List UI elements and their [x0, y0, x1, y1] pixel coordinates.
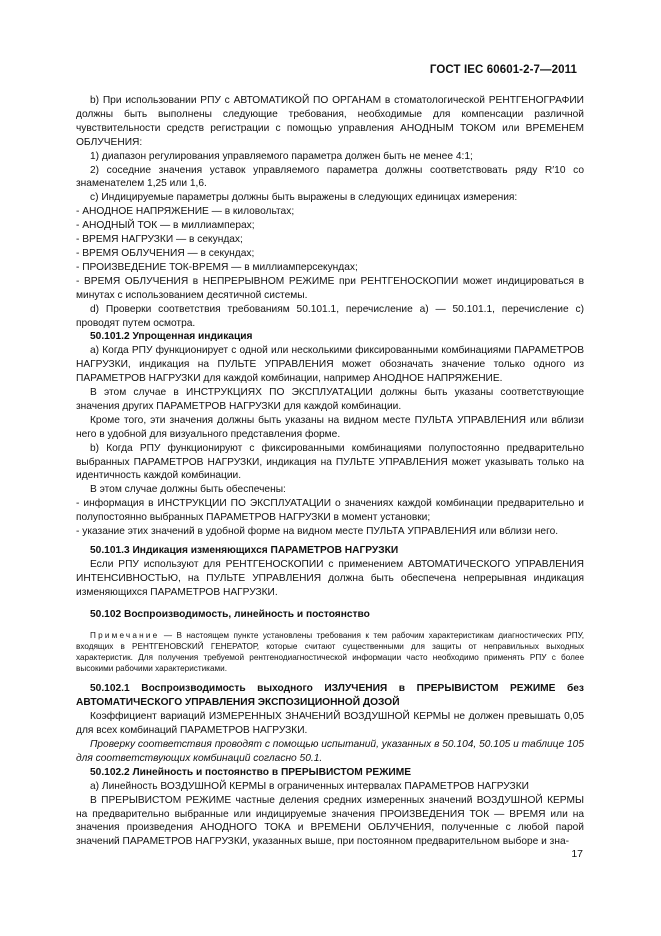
paragraph-50-101-3: Если РПУ используют для РЕНТГЕНОСКОПИИ с применением АВТОМАТИЧЕСКОГО УПРАВЛЕНИЯ ИНТЕНСИВНОСТЬЮ, на ПУЛЬТЕ УПРАВЛЕНИЯ должна быть обеспечена непрерывная индикация изменяющихся ПАРАМЕТРОВ НАГРУЗКИ.: [76, 558, 584, 598]
list-item-c1: - АНОДНОЕ НАПРЯЖЕНИЕ — в киловольтах;: [76, 206, 295, 218]
paragraph-a3: a) Линейность ВОЗДУШНОЙ КЕРМЫ в ограниченных интервалах ПАРАМЕТРОВ НАГРУЗКИ: [90, 780, 529, 792]
paragraph-d: d) Проверки соответствия требованиям 50.101.1, перечисление a) — 50.101.1, перечисление c) проводят путем осмотра.: [76, 303, 584, 329]
compliance-check-50-102-1: Проверку соответствия проводят с помощью испытаний, указанных в 50.104, 50.105 и таблице 105 для соответствующих комбинаций согласно 50.1.: [76, 738, 584, 764]
list-item-b2-info: - информация в ИНСТРУКЦИИ ПО ЭКСПЛУАТАЦИИ о значениях каждой комбинации предварительно и полупостоянно выбранных ПАРАМЕТРОВ НАГРУЗКИ в момент установки;: [76, 498, 584, 524]
paragraph-a2: a) Когда РПУ функционирует с одной или несколькими фиксированными комбинациями ПАРАМЕТРОВ НАГРУЗКИ, индикация на ПУЛЬТЕ УПРАВЛЕНИЯ может обозначать значение только одного из ПАРАМЕТРОВ НАГРУЗКИ для каждой комбинации, например АНОДНОЕ НАПРЯЖЕНИЕ.: [76, 345, 584, 385]
document-header: ГОСТ IEC 60601-2-7—2011: [429, 64, 577, 76]
list-item-b2-values: - указание этих значений в удобной форме на видном месте ПУЛЬТА УПРАВЛЕНИЯ или вблизи него.: [76, 526, 559, 538]
section-heading-50-102-1: 50.102.1 Воспроизводимость выходного ИЗЛУЧЕНИЯ в ПРЕРЫВИСТОМ РЕЖИМЕ без АВТОМАТИЧЕСКОГО УПРАВЛЕНИЯ ЭКСПОЗИЦИОННОЙ ДОЗОЙ: [76, 683, 584, 709]
note-label: Примечание: [90, 630, 160, 640]
page-number: 17: [571, 848, 583, 860]
section-heading-50-102: 50.102 Воспроизводимость, линейность и постоянство: [90, 608, 370, 620]
list-item-b1: 1) диапазон регулирования управляемого параметра должен быть не менее 4:1;: [90, 150, 473, 162]
document-body: [76, 94, 584, 849]
paragraph-a2-display: Кроме того, эти значения должны быть указаны на видном месте ПУЛЬТА УПРАВЛЕНИЯ или вблизи него в удобной для визуального представления форме.: [76, 414, 584, 440]
paragraph-b: b) При использовании РПУ с АВТОМАТИКОЙ ПО ОРГАНАМ в стоматологической РЕНТГЕНОГРАФИИ должны быть выполнены следующие требования, необходимые для компенсации различной чувствительности средств регистрации с помощью управления АНОДНЫМ ТОКОМ или ВРЕМЕНЕМ ОБЛУЧЕНИЯ:: [76, 95, 584, 148]
list-item-c6: - ВРЕМЯ ОБЛУЧЕНИЯ в НЕПРЕРЫВНОМ РЕЖИМЕ при РЕНТГЕНОСКОПИИ может индицироваться в минутах с использованием десятичной системы.: [76, 275, 584, 301]
paragraph-50-102-1: Коэффициент вариаций ИЗМЕРЕННЫХ ЗНАЧЕНИЙ ВОЗДУШНОЙ КЕРМЫ не должен превышать 0,05 для всех комбинаций ПАРАМЕТРОВ НАГРУЗКИ.: [76, 711, 584, 737]
paragraph-a3-linearity: В ПРЕРЫВИСТОМ РЕЖИМЕ частные деления средних измеренных значений ВОЗДУШНОЙ КЕРМЫ на предварительно выбранные или индицируемые значения ПРОИЗВЕДЕНИЯ ТОК — ВРЕМЯ или на значения произведения АНОДНОГО ТОКА и ВРЕМЕНИ ОБЛУЧЕНИЯ, полученные с любой парой значений ПАРАМЕТРОВ НАГРУЗКИ, указанных выше, при постоянном предварительном выборе и зна-: [76, 794, 584, 848]
list-item-b2: 2) соседние значения уставок управляемого параметра должны соответствовать ряду R′10 со знаменателем 1,25 или 1,6.: [76, 164, 584, 190]
note-paragraph: [76, 630, 584, 675]
section-heading-50-101-2: 50.101.2 Упрощенная индикация: [90, 331, 253, 343]
paragraph-b2: b) Когда РПУ функционируют с фиксированными комбинациями полупостоянно предварительно выбранных ПАРАМЕТРОВ НАГРУЗКИ, индикация на ПУЛЬТЕ УПРАВЛЕНИЯ может указывать только на идентичность каждой комбинации.: [76, 442, 584, 482]
paragraph-c: c) Индицируемые параметры должны быть выражены в следующих единицах измерения:: [90, 192, 518, 204]
list-item-c5: - ПРОИЗВЕДЕНИЕ ТОК-ВРЕМЯ — в миллиамперсекундах;: [76, 261, 358, 273]
paragraph-b2-provided: В этом случае должны быть обеспечены:: [90, 484, 286, 496]
list-item-c4: - ВРЕМЯ ОБЛУЧЕНИЯ — в секундах;: [76, 247, 255, 259]
section-heading-50-102-2: 50.102.2 Линейность и постоянство в ПРЕРЫВИСТОМ РЕЖИМЕ: [90, 766, 412, 778]
list-item-c3: - ВРЕМЯ НАГРУЗКИ — в секундах;: [76, 234, 243, 246]
note-text: — В настоящем пункте установлены требования к тем рабочим характеристикам диагностических РПУ, входящих в РЕНТГЕНОВСКИЙ ГЕНЕРАТОР, которые считают существенными для защиты от неправильных выходных характеристик. Для получения требуемой рентгенодиагностической информации часто необходимо применять РПУ с более высокими рабочими характеристиками.: [76, 630, 584, 674]
section-heading-50-101-3: 50.101.3 Индикация изменяющихся ПАРАМЕТРОВ НАГРУЗКИ: [90, 545, 399, 556]
paragraph-a2-instructions: В этом случае в ИНСТРУКЦИЯХ ПО ЭКСПЛУАТАЦИИ должны быть указаны соответствующие значения других ПАРАМЕТРОВ НАГРУЗКИ для каждой комбинации.: [76, 387, 584, 412]
list-item-c2: - АНОДНЫЙ ТОК — в миллиамперах;: [76, 220, 255, 232]
